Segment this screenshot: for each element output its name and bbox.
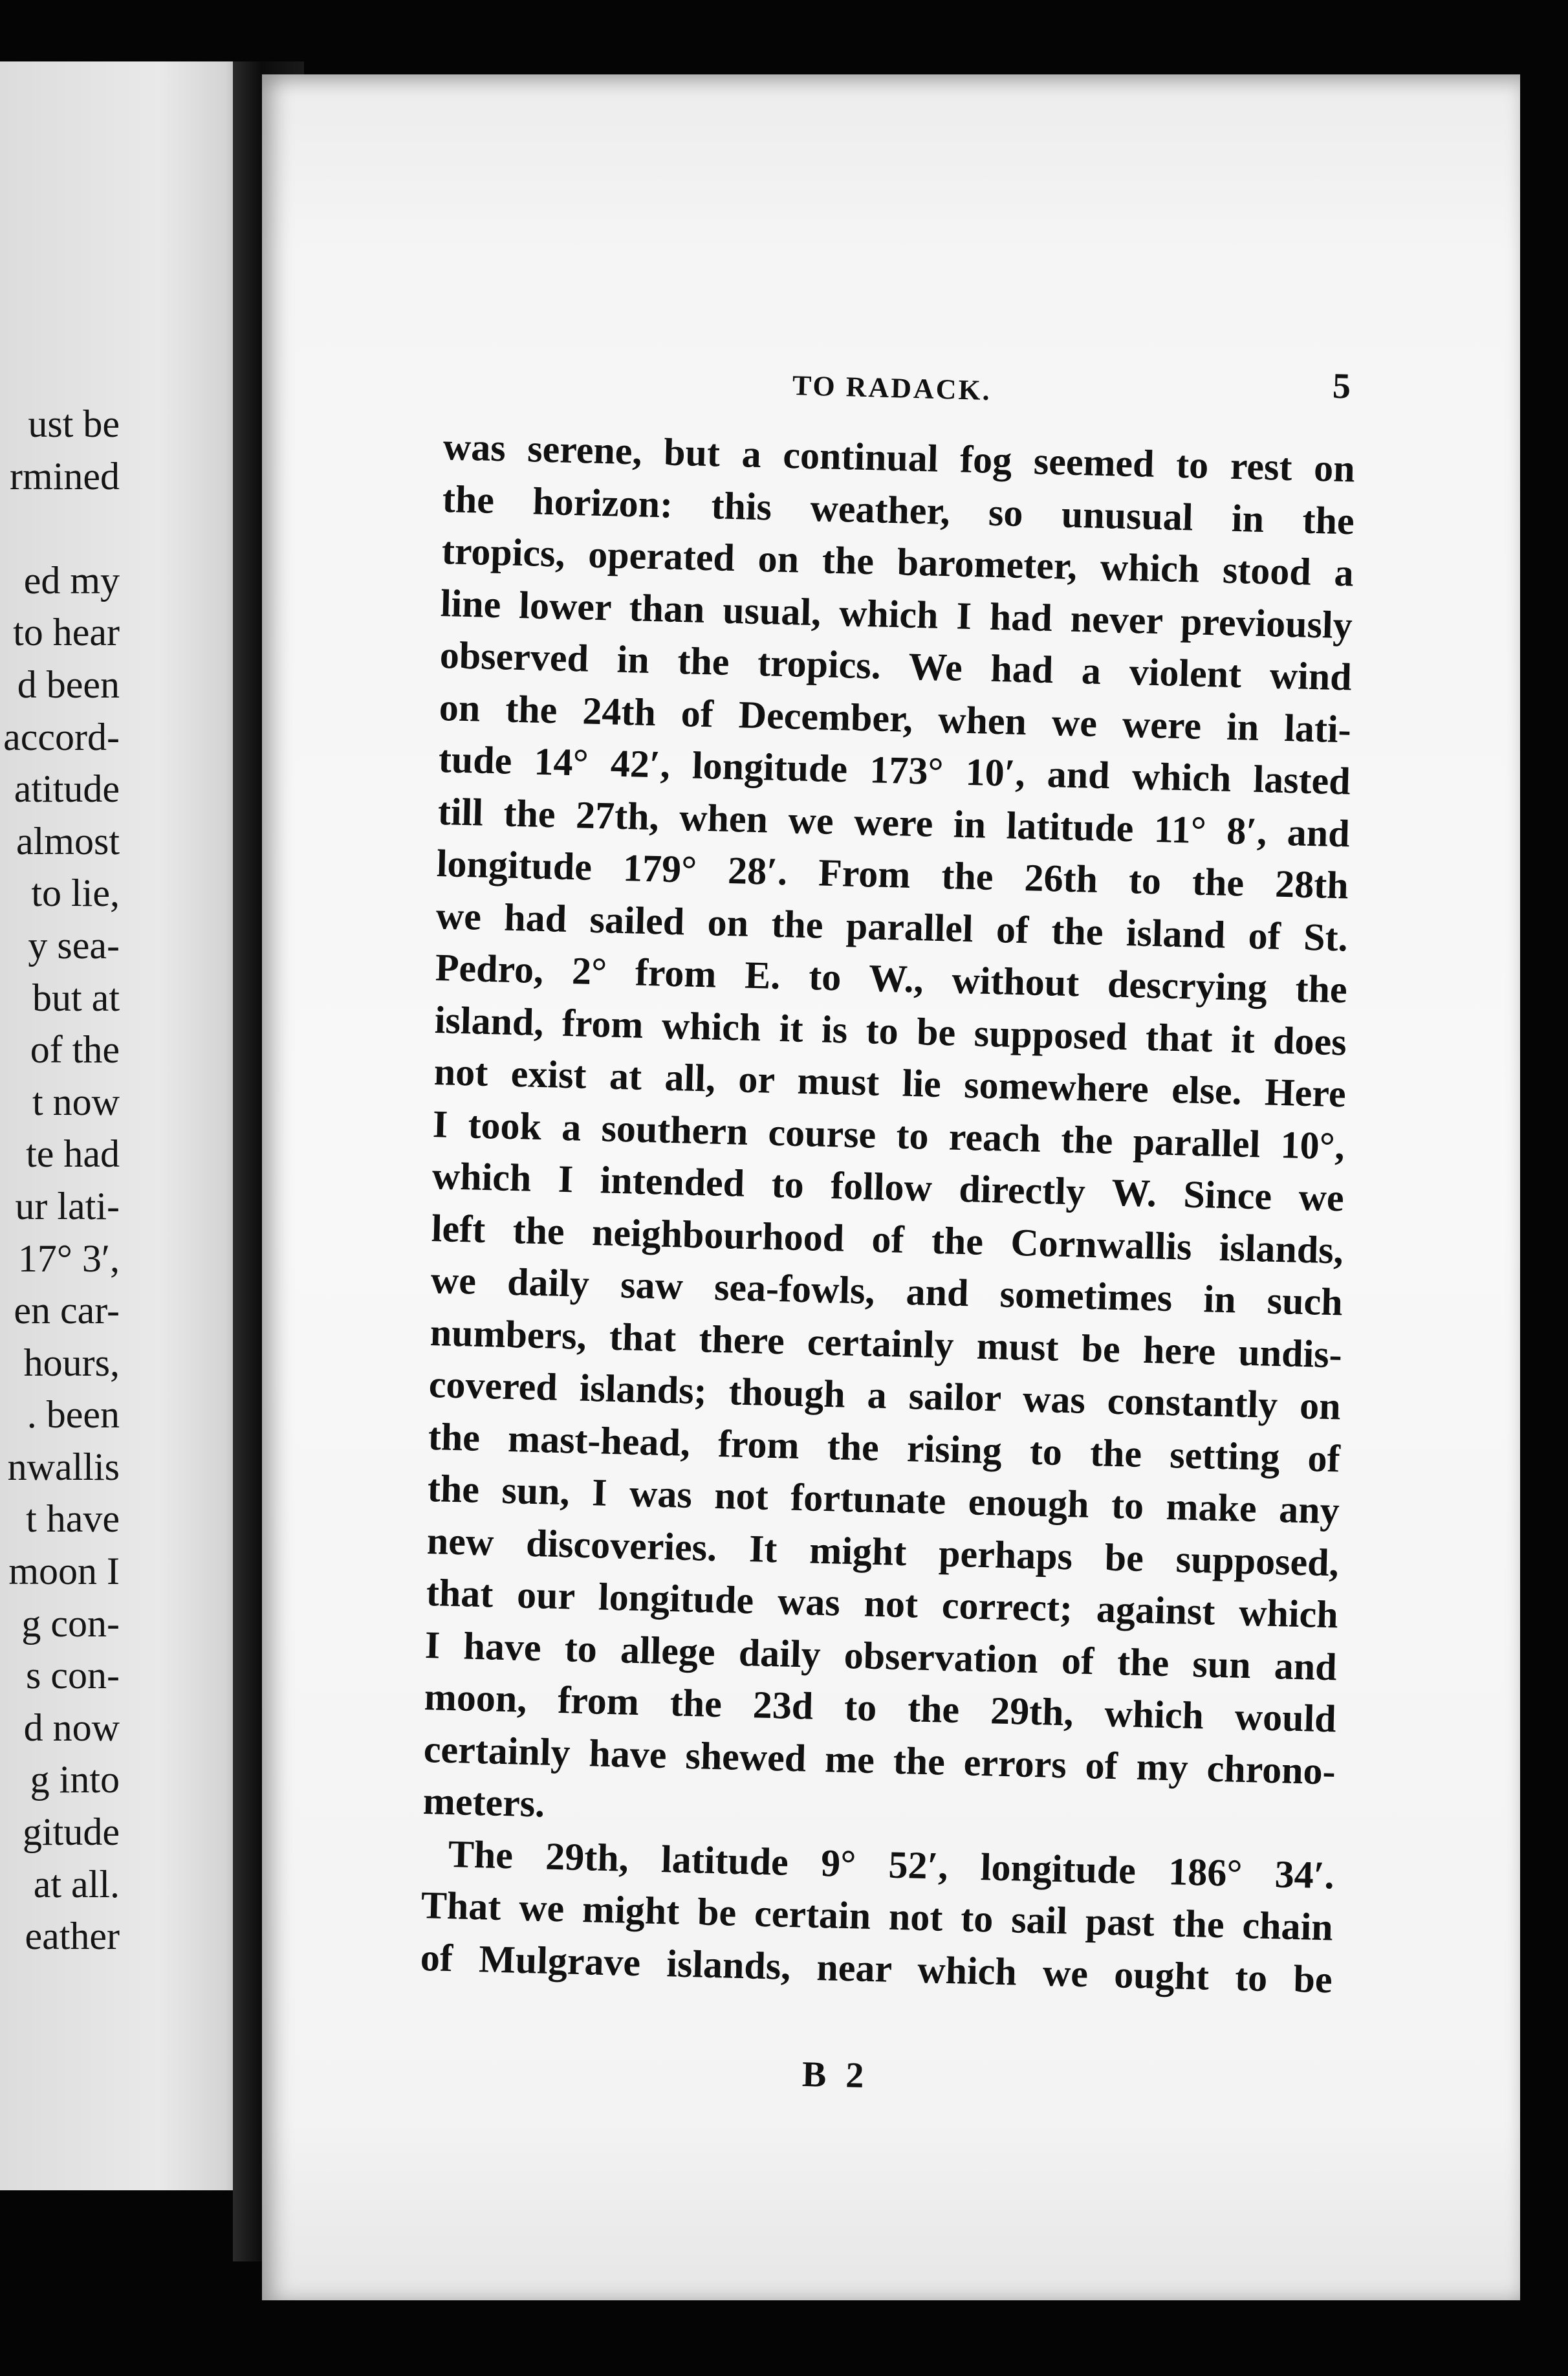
page-body-text [420, 421, 1356, 2001]
running-head: TO RADACK. [792, 369, 992, 407]
text-line: The 29th, latitude 9° 52′, longitude 186° 34′. [448, 1832, 1335, 1897]
left-page-line: en car- [14, 1289, 120, 1332]
text-line: Pedro, 2° from E. to W., without descrying the [435, 946, 1348, 1011]
left-page-line: gitude [23, 1810, 120, 1854]
left-page-line: ur lati- [15, 1184, 120, 1227]
text-line: till the 27th, when we were in latitude 11° 8′, and [437, 789, 1351, 855]
text-line: we had sailed on the parallel of the island of St. [435, 894, 1349, 959]
text-line: island, from which it is to be supposed that it does [434, 998, 1347, 1063]
text-line: the mast-head, from the rising to the setting of [428, 1414, 1341, 1480]
text-line: left the neighbourhood of the Cornwallis islands, [431, 1206, 1344, 1271]
left-page-line: ed my [23, 558, 120, 602]
left-page-line: nwallis [7, 1445, 120, 1488]
left-page-line: g into [30, 1758, 120, 1801]
left-page-line: almost [16, 819, 120, 863]
left-page-line: g con- [21, 1601, 120, 1645]
text-line: certainly have shewed me the errors of my chrono- [423, 1727, 1336, 1792]
left-page-line: ust be [28, 402, 120, 445]
left-page-line: s con- [26, 1654, 120, 1697]
left-page-line: hours, [23, 1341, 120, 1384]
signature-mark: B 2 [801, 2054, 869, 2096]
text-line: on the 24th of December, when we were in lati- [439, 685, 1352, 751]
text-line: of Mulgrave islands, near which we ought to be [420, 1935, 1333, 2001]
text-line: That we might be certain not to sail past the chain [420, 1884, 1334, 1949]
left-page-line [3, 502, 120, 555]
text-line: observed in the tropics. We had a violent wind [439, 633, 1353, 699]
text-line: which I intended to follow directly W. Since we [431, 1154, 1345, 1220]
left-page-line: at all. [33, 1862, 120, 1906]
left-page-line: accord- [3, 715, 120, 758]
left-page-text [3, 398, 120, 1963]
left-page-line: d now [23, 1706, 120, 1749]
page-number: 5 [1332, 366, 1351, 407]
text-line: line lower than usual, which I had never previously [440, 581, 1353, 646]
text-line: numbers, that there certainly must be here undis- [430, 1310, 1343, 1376]
text-line: meters. [422, 1779, 545, 1825]
left-page-line: te had [26, 1132, 120, 1176]
text-line: moon, from the 23d to the 29th, which would [424, 1675, 1337, 1741]
left-page-line: eather [25, 1915, 120, 1958]
text-line: was serene, but a continual fog seemed to rest on [442, 425, 1356, 490]
text-line: that our longitude was not correct; against which [426, 1571, 1339, 1636]
left-page-line: t now [32, 1080, 120, 1123]
text-line: we daily saw sea-fowls, and sometimes in such [430, 1259, 1344, 1324]
left-page-line: to lie, [31, 872, 120, 915]
left-facing-page [0, 61, 265, 2190]
left-page-line: t have [26, 1497, 120, 1541]
left-page-line: 17° 3′, [17, 1237, 120, 1280]
text-line: new discoveries. It might perhaps be supposed, [426, 1519, 1340, 1584]
left-page-line: atitude [14, 767, 120, 811]
text-line: not exist at all, or must lie somewhere else. Here [433, 1050, 1347, 1116]
left-page-line: of the [30, 1028, 120, 1072]
left-page-line: . been [27, 1393, 120, 1436]
left-page-line: to hear [13, 611, 120, 654]
left-page-line: d been [17, 663, 120, 706]
left-page-line: y sea- [28, 923, 120, 967]
text-line: I took a southern course to reach the parallel 10°, [432, 1102, 1345, 1167]
left-page-line: but at [32, 976, 120, 1019]
text-line: longitude 179° 28′. From the 26th to the 28th [436, 842, 1349, 907]
left-page-line: rmined [10, 454, 120, 498]
left-page-line: moon I [8, 1550, 120, 1593]
text-line: the sun, I was not fortunate enough to make any [427, 1467, 1340, 1532]
text-line: tude 14° 42′, longitude 173° 10′, and which lasted [438, 738, 1351, 803]
text-line: I have to allege daily observation of the sun and [424, 1623, 1338, 1688]
text-line: tropics, operated on the barometer, which stood a [441, 529, 1355, 595]
book-page [262, 74, 1520, 2300]
text-line: covered islands; though a sailor was constantly on [428, 1363, 1342, 1428]
text-line: the horizon: this weather, so unusual in the [442, 477, 1355, 542]
